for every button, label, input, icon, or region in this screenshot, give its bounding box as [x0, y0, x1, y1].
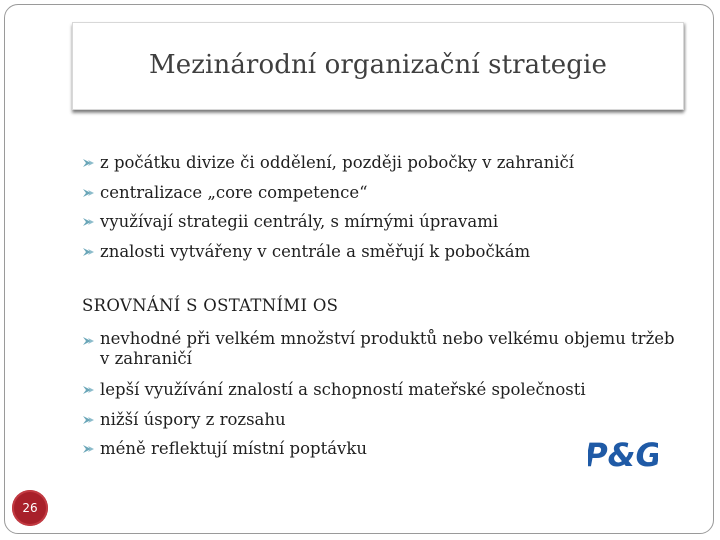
page-number: 26 — [22, 501, 38, 515]
list-item — [82, 405, 680, 435]
logo-text: P&G — [588, 436, 658, 474]
title-box — [72, 22, 684, 110]
slide-title: Mezinárodní organizační strategie — [149, 50, 607, 80]
page-number-badge — [12, 490, 48, 526]
list-item — [82, 207, 574, 237]
list-item — [82, 326, 680, 375]
list-item — [82, 237, 574, 267]
bullet-list-top — [82, 148, 574, 266]
list-item — [82, 178, 574, 208]
bullet-text: využívají strategii centrály, s mírnými úpravami — [100, 212, 499, 231]
list-item — [82, 148, 574, 178]
bullet-text: lepší využívání znalostí a schopností mateřské společnosti — [100, 380, 586, 399]
list-item — [82, 375, 680, 405]
bullet-text: méně reflektují místní poptávku — [100, 439, 368, 458]
section-heading: SROVNÁNÍ S OSTATNÍMI OS — [82, 296, 339, 315]
bullet-text: z počátku divize či oddělení, později pobočky v zahraničí — [100, 153, 574, 172]
bullet-text: nižší úspory z rozsahu — [100, 409, 286, 429]
bullet-text: znalosti vytvářeny v centrále a směřují k pobočkám — [100, 241, 531, 261]
pg-logo-icon — [588, 434, 658, 474]
bullet-text: centralizace „core competence“ — [100, 182, 368, 202]
bullet-text: nevhodné při velkém množství produktů nebo velkému objemu tržeb v zahraničí — [100, 329, 675, 368]
